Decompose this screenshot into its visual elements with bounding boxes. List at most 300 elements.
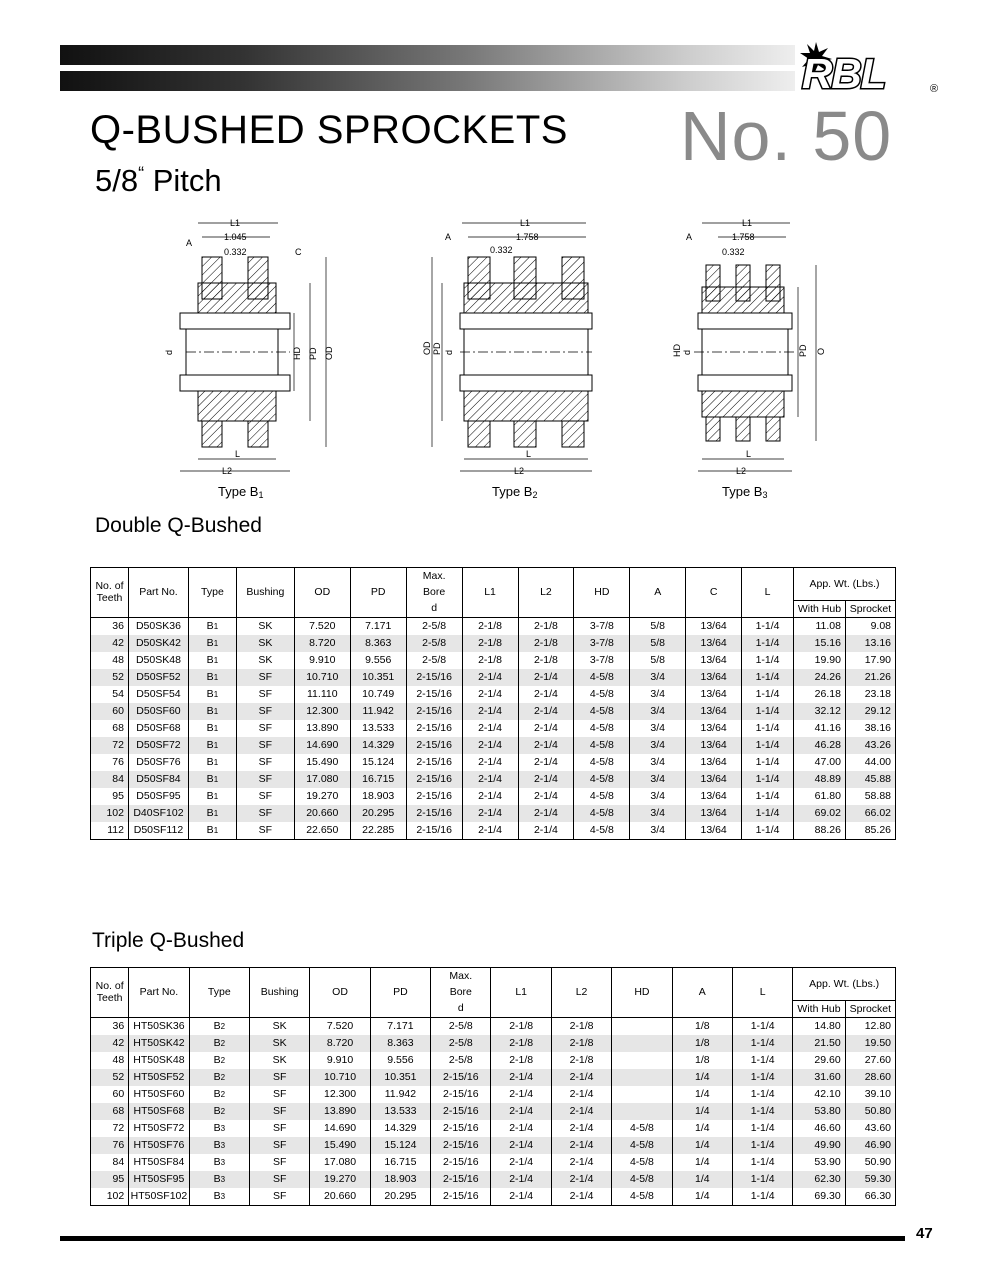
table-cell: 10.749 <box>350 686 406 703</box>
table-cell: 2-5/8 <box>431 1052 491 1069</box>
table-row <box>91 1086 896 1103</box>
table-cell: 9.08 <box>845 617 895 635</box>
table-cell: 53.90 <box>793 1154 845 1171</box>
col-bushing: Bushing <box>249 968 309 1018</box>
table-cell: 1-1/4 <box>732 1086 792 1103</box>
dim-l1: L1 <box>230 218 241 228</box>
table-cell: 13/64 <box>686 822 742 840</box>
table-row <box>91 1137 896 1154</box>
col-l: L <box>732 968 792 1018</box>
table-cell: SF <box>236 788 294 805</box>
table-cell: 13.533 <box>350 720 406 737</box>
table-cell: 14.690 <box>310 1120 370 1137</box>
table-row <box>91 771 896 788</box>
dim-l: L <box>526 449 532 459</box>
table-cell: 2-15/16 <box>406 822 462 840</box>
table-cell: 72 <box>91 737 129 754</box>
col-bore-2: Bore <box>431 984 491 1000</box>
table-cell: 60 <box>91 703 129 720</box>
table-cell: 28.60 <box>845 1069 895 1086</box>
table-cell: 1/4 <box>672 1103 732 1120</box>
table-row <box>91 788 896 805</box>
table-cell: D50SF68 <box>128 720 188 737</box>
table-cell: 1-1/4 <box>742 720 794 737</box>
table-cell: 2-1/4 <box>462 669 518 686</box>
table-cell: 1-1/4 <box>732 1052 792 1069</box>
table-cell: D50SK36 <box>128 617 188 635</box>
table-row <box>91 1069 896 1086</box>
table-cell: 2-15/16 <box>431 1120 491 1137</box>
table-cell: 2-5/8 <box>406 617 462 635</box>
table-cell: 13/64 <box>686 686 742 703</box>
table-cell: 2-1/8 <box>518 635 574 652</box>
table-cell: SK <box>249 1017 309 1035</box>
table-cell: 72 <box>91 1120 129 1137</box>
col-bore-3: d <box>431 1000 491 1017</box>
table-cell: 5/8 <box>630 635 686 652</box>
table-cell: 15.124 <box>370 1137 430 1154</box>
table-cell: HT50SF60 <box>129 1086 189 1103</box>
col-with-hub: With Hub <box>793 1000 845 1017</box>
table-cell: 2-15/16 <box>406 669 462 686</box>
table-cell: 9.910 <box>294 652 350 669</box>
table-cell: HT50SK36 <box>129 1017 189 1035</box>
dim-l: L <box>235 449 241 459</box>
table-cell: 3-7/8 <box>574 617 630 635</box>
table-cell: 19.50 <box>845 1035 895 1052</box>
table-cell: 26.18 <box>794 686 846 703</box>
table-cell: 2-1/8 <box>491 1052 551 1069</box>
table-cell: 12.300 <box>294 703 350 720</box>
col-teeth: No. of Teeth <box>91 968 129 1018</box>
table-cell: 2-1/4 <box>518 686 574 703</box>
table-cell: 2-1/4 <box>462 771 518 788</box>
table-cell: 2-15/16 <box>406 788 462 805</box>
table-cell: 112 <box>91 822 129 840</box>
table-cell: 3/4 <box>630 822 686 840</box>
table-cell: 17.080 <box>310 1154 370 1171</box>
dim-od: OD <box>324 346 334 360</box>
cell-type: B1 <box>188 771 236 788</box>
table-cell: 9.556 <box>370 1052 430 1069</box>
table-cell: 84 <box>91 1154 129 1171</box>
cell-type: B3 <box>189 1137 249 1154</box>
table-cell: 24.26 <box>794 669 846 686</box>
col-l1: L1 <box>491 968 551 1018</box>
col-bore-1: Max. <box>431 968 491 985</box>
col-pd: PD <box>370 968 430 1018</box>
table-cell: 1-1/4 <box>732 1188 792 1206</box>
table-row <box>91 617 896 635</box>
table-row <box>91 754 896 771</box>
type-b1-label: Type $B_1$ <box>218 484 264 500</box>
table-cell: 8.720 <box>310 1035 370 1052</box>
table-cell: 2-1/4 <box>491 1120 551 1137</box>
table-cell: 1-1/4 <box>742 771 794 788</box>
table-cell: 2-1/4 <box>462 703 518 720</box>
table-cell: 1-1/4 <box>732 1017 792 1035</box>
table-cell: 7.520 <box>294 617 350 635</box>
table-row <box>91 1103 896 1120</box>
dim-a: A <box>686 232 693 242</box>
table-cell: 2-1/8 <box>551 1035 611 1052</box>
table-cell: 10.710 <box>310 1069 370 1086</box>
table-cell: 52 <box>91 669 129 686</box>
table-cell: 13.890 <box>294 720 350 737</box>
pitch-word: Pitch <box>152 163 222 198</box>
table-cell: 66.02 <box>845 805 895 822</box>
table-cell: 2-1/4 <box>491 1154 551 1171</box>
table-cell: 3/4 <box>630 737 686 754</box>
cell-type: B1 <box>188 669 236 686</box>
double-heading: Double Q-Bushed <box>95 514 262 537</box>
cell-type: B3 <box>189 1171 249 1188</box>
table-cell: 3/4 <box>630 703 686 720</box>
table-cell: 2-5/8 <box>431 1017 491 1035</box>
dim-hd: HD <box>292 347 302 360</box>
table-cell: D50SF52 <box>128 669 188 686</box>
table-cell: 95 <box>91 788 129 805</box>
dim-l: L <box>746 449 752 459</box>
table-row <box>91 1188 896 1206</box>
table-row <box>91 635 896 652</box>
table-cell: 2-1/8 <box>518 652 574 669</box>
table-cell: 76 <box>91 1137 129 1154</box>
table-cell: 39.10 <box>845 1086 895 1103</box>
inch-mark: “ <box>138 163 145 184</box>
table-cell: SF <box>236 703 294 720</box>
table-cell: 13/64 <box>686 754 742 771</box>
table-cell: 10.710 <box>294 669 350 686</box>
col-pd: PD <box>350 568 406 618</box>
table-cell: SF <box>249 1120 309 1137</box>
table-cell: 46.60 <box>793 1120 845 1137</box>
table-row <box>91 1171 896 1188</box>
table-cell: 2-15/16 <box>406 720 462 737</box>
table-cell: SF <box>249 1086 309 1103</box>
table-cell: D50SF60 <box>128 703 188 720</box>
table-cell: 11.942 <box>350 703 406 720</box>
table-cell: 13/64 <box>686 652 742 669</box>
table-cell: SF <box>236 669 294 686</box>
dim-d: d <box>444 349 454 355</box>
table-cell: 2-1/4 <box>518 754 574 771</box>
table-cell <box>612 1017 672 1035</box>
dim-height: 0.332 <box>224 247 247 257</box>
table-cell: 18.903 <box>370 1171 430 1188</box>
footer-rule <box>60 1236 905 1241</box>
triple-heading: Triple Q-Bushed <box>92 929 245 952</box>
table-cell: 2-15/16 <box>406 805 462 822</box>
table-cell: 13/64 <box>686 703 742 720</box>
table-cell: 4-5/8 <box>574 805 630 822</box>
table-cell: SF <box>249 1154 309 1171</box>
table-cell: 15.124 <box>350 754 406 771</box>
page-number: 47 <box>916 1225 933 1242</box>
table-cell: 49.90 <box>793 1137 845 1154</box>
cell-type: B3 <box>189 1188 249 1206</box>
table-cell: 1-1/4 <box>742 652 794 669</box>
col-l2: L2 <box>518 568 574 618</box>
table-row <box>91 1154 896 1171</box>
table-cell: D50SF112 <box>128 822 188 840</box>
table-cell: 2-15/16 <box>406 771 462 788</box>
table-cell: 2-1/4 <box>462 686 518 703</box>
table-cell: 48 <box>91 1052 129 1069</box>
cell-type: B1 <box>188 737 236 754</box>
table-cell: 2-1/4 <box>551 1103 611 1120</box>
table-cell: SF <box>236 720 294 737</box>
table-row <box>91 686 896 703</box>
cell-type: B1 <box>188 754 236 771</box>
dim-l2: L2 <box>222 466 233 476</box>
table-cell: 1/8 <box>672 1052 732 1069</box>
table-cell: 1/4 <box>672 1188 732 1206</box>
table-cell: 1-1/4 <box>732 1103 792 1120</box>
table-cell: 19.270 <box>310 1171 370 1188</box>
table-cell: 16.715 <box>350 771 406 788</box>
table-cell: 4-5/8 <box>574 686 630 703</box>
table-cell: 10.351 <box>350 669 406 686</box>
dim-pd: PD <box>798 344 808 357</box>
dim-width: 1.758 <box>732 232 755 242</box>
table-cell: 7.520 <box>310 1017 370 1035</box>
registered-mark: ® <box>930 83 939 95</box>
table-cell: 1-1/4 <box>742 669 794 686</box>
table-cell: 29.12 <box>845 703 895 720</box>
dim-a: A <box>445 232 452 242</box>
table-cell: 19.90 <box>794 652 846 669</box>
table-cell: 2-5/8 <box>406 635 462 652</box>
table-cell: 1-1/4 <box>742 703 794 720</box>
table-cell: 22.285 <box>350 822 406 840</box>
cell-type: B1 <box>188 805 236 822</box>
table-cell: 50.80 <box>845 1103 895 1120</box>
table-cell: 1-1/4 <box>742 617 794 635</box>
table-cell: 2-1/4 <box>518 703 574 720</box>
col-bore-2: Bore <box>406 584 462 600</box>
table-cell: 42 <box>91 1035 129 1052</box>
table-cell <box>612 1069 672 1086</box>
table-cell: 1-1/4 <box>742 737 794 754</box>
table-cell: 88.26 <box>794 822 846 840</box>
table-row <box>91 652 896 669</box>
table-cell: 13/64 <box>686 720 742 737</box>
pitch-value: 5/8 <box>95 163 139 198</box>
table-cell: SF <box>236 737 294 754</box>
table-cell: 2-1/4 <box>462 737 518 754</box>
table-cell: SK <box>249 1052 309 1069</box>
rbl-logo <box>798 40 948 102</box>
table-cell: 102 <box>91 1188 129 1206</box>
table-cell: 1-1/4 <box>732 1137 792 1154</box>
cell-type: B3 <box>189 1120 249 1137</box>
table-cell: 2-15/16 <box>406 737 462 754</box>
table-cell <box>612 1035 672 1052</box>
col-part: Part No. <box>129 968 189 1018</box>
table-cell: 13/64 <box>686 635 742 652</box>
cell-type: B1 <box>188 652 236 669</box>
table-cell: 2-1/8 <box>462 652 518 669</box>
table-cell: 4-5/8 <box>574 788 630 805</box>
table-cell: 15.16 <box>794 635 846 652</box>
table-cell: 69.30 <box>793 1188 845 1206</box>
table-cell: 48.89 <box>794 771 846 788</box>
col-sprocket: Sprocket <box>845 600 895 617</box>
table-row <box>91 805 896 822</box>
table-cell: 36 <box>91 617 129 635</box>
table-cell: SF <box>236 805 294 822</box>
col-bushing: Bushing <box>236 568 294 618</box>
header-bar-top <box>60 45 795 65</box>
table-cell: SF <box>249 1188 309 1206</box>
col-l2: L2 <box>551 968 611 1018</box>
table-cell: 1/4 <box>672 1154 732 1171</box>
table-cell: 1-1/4 <box>742 822 794 840</box>
table-cell: 1/4 <box>672 1086 732 1103</box>
table-cell: 4-5/8 <box>612 1188 672 1206</box>
table-cell: 2-1/4 <box>491 1069 551 1086</box>
table-cell: 45.88 <box>845 771 895 788</box>
table-cell: 2-15/16 <box>431 1188 491 1206</box>
col-l1: L1 <box>462 568 518 618</box>
table-cell: 1-1/4 <box>732 1171 792 1188</box>
table-cell: 2-1/4 <box>551 1137 611 1154</box>
table-cell: 2-1/4 <box>518 788 574 805</box>
dim-height: 0.332 <box>722 247 745 257</box>
table-cell: HT50SF95 <box>129 1171 189 1188</box>
table-cell: 7.171 <box>350 617 406 635</box>
table-cell: 2-1/4 <box>551 1120 611 1137</box>
table-row <box>91 1035 896 1052</box>
table-cell: 13/64 <box>686 771 742 788</box>
table-cell: 61.80 <box>794 788 846 805</box>
table-cell: 13.533 <box>370 1103 430 1120</box>
col-od: OD <box>310 968 370 1018</box>
table-cell: 4-5/8 <box>574 754 630 771</box>
table-cell: 4-5/8 <box>574 771 630 788</box>
table-cell: 2-1/8 <box>491 1017 551 1035</box>
table-cell: HT50SK42 <box>129 1035 189 1052</box>
cell-type: B2 <box>189 1069 249 1086</box>
table-cell: SF <box>236 754 294 771</box>
table-cell: 2-15/16 <box>431 1103 491 1120</box>
dim-l2: L2 <box>736 466 747 476</box>
table-cell: 44.00 <box>845 754 895 771</box>
table-cell: 13/64 <box>686 805 742 822</box>
table-cell: SF <box>236 686 294 703</box>
double-table <box>90 567 896 840</box>
table-cell: 3-7/8 <box>574 635 630 652</box>
table-cell: 2-15/16 <box>431 1171 491 1188</box>
table-cell: 46.90 <box>845 1137 895 1154</box>
table-cell: 7.171 <box>370 1017 430 1035</box>
table-cell: 3-7/8 <box>574 652 630 669</box>
table-row <box>91 703 896 720</box>
dim-l1: L1 <box>742 218 753 228</box>
table-cell: 2-1/8 <box>462 617 518 635</box>
table-cell: 3/4 <box>630 720 686 737</box>
table-cell: 2-5/8 <box>406 652 462 669</box>
table-cell: 84 <box>91 771 129 788</box>
table-cell: 4-5/8 <box>612 1120 672 1137</box>
table-cell: 5/8 <box>630 617 686 635</box>
dim-hd: HD <box>672 344 682 357</box>
col-bore-1: Max. <box>406 568 462 585</box>
col-type: Type <box>189 968 249 1018</box>
table-cell: 20.660 <box>310 1188 370 1206</box>
dim-d: d <box>164 349 174 355</box>
dim-d: d <box>682 349 692 355</box>
table-cell: 1/8 <box>672 1035 732 1052</box>
table-cell: 4-5/8 <box>574 737 630 754</box>
table-cell: 2-1/4 <box>551 1154 611 1171</box>
table-cell: 4-5/8 <box>574 822 630 840</box>
cell-type: B1 <box>188 703 236 720</box>
table-cell: 2-1/8 <box>462 635 518 652</box>
table-cell: 54 <box>91 686 129 703</box>
table-cell: 43.60 <box>845 1120 895 1137</box>
table-cell: 1-1/4 <box>742 754 794 771</box>
table-cell: 59.30 <box>845 1171 895 1188</box>
col-od: OD <box>294 568 350 618</box>
table-cell: SK <box>236 635 294 652</box>
table-cell: 15.490 <box>294 754 350 771</box>
table-cell: 2-15/16 <box>431 1069 491 1086</box>
table-cell: 2-15/16 <box>431 1086 491 1103</box>
table-cell: 69.02 <box>794 805 846 822</box>
table-cell: 4-5/8 <box>612 1154 672 1171</box>
table-cell: 2-1/4 <box>462 754 518 771</box>
cell-type: B1 <box>188 720 236 737</box>
table-cell: 21.50 <box>793 1035 845 1052</box>
table-cell: HT50SF76 <box>129 1137 189 1154</box>
dim-l2: L2 <box>514 466 525 476</box>
table-cell: 2-1/4 <box>518 805 574 822</box>
cell-type: B1 <box>188 822 236 840</box>
table-cell: 13.890 <box>310 1103 370 1120</box>
cell-type: B2 <box>189 1017 249 1035</box>
table-cell: 2-15/16 <box>406 703 462 720</box>
col-sprocket: Sprocket <box>845 1000 895 1017</box>
table-cell: 8.720 <box>294 635 350 652</box>
table-cell: 3/4 <box>630 686 686 703</box>
drawing-type-b3 <box>670 215 840 485</box>
table-cell: 9.556 <box>350 652 406 669</box>
table-row <box>91 737 896 754</box>
table-cell: 43.26 <box>845 737 895 754</box>
table-cell: 2-1/8 <box>518 617 574 635</box>
cell-type: B1 <box>188 686 236 703</box>
col-hd: HD <box>574 568 630 618</box>
table-cell: 4-5/8 <box>574 669 630 686</box>
dim-pd: PD <box>308 347 318 360</box>
table-cell: HT50SF84 <box>129 1154 189 1171</box>
table-cell: 14.690 <box>294 737 350 754</box>
col-teeth: No. of Teeth <box>91 568 129 618</box>
table-cell: 20.295 <box>370 1188 430 1206</box>
table-cell: 2-1/4 <box>491 1137 551 1154</box>
table-cell: 3/4 <box>630 805 686 822</box>
table-cell: 2-1/4 <box>518 822 574 840</box>
table-cell: HT50SF102 <box>129 1188 189 1206</box>
cell-type: B1 <box>188 617 236 635</box>
table-cell: 11.08 <box>794 617 846 635</box>
table-cell: 17.90 <box>845 652 895 669</box>
table-cell: D40SF102 <box>128 805 188 822</box>
table-cell: 4-5/8 <box>574 703 630 720</box>
table-cell: 36 <box>91 1017 129 1035</box>
